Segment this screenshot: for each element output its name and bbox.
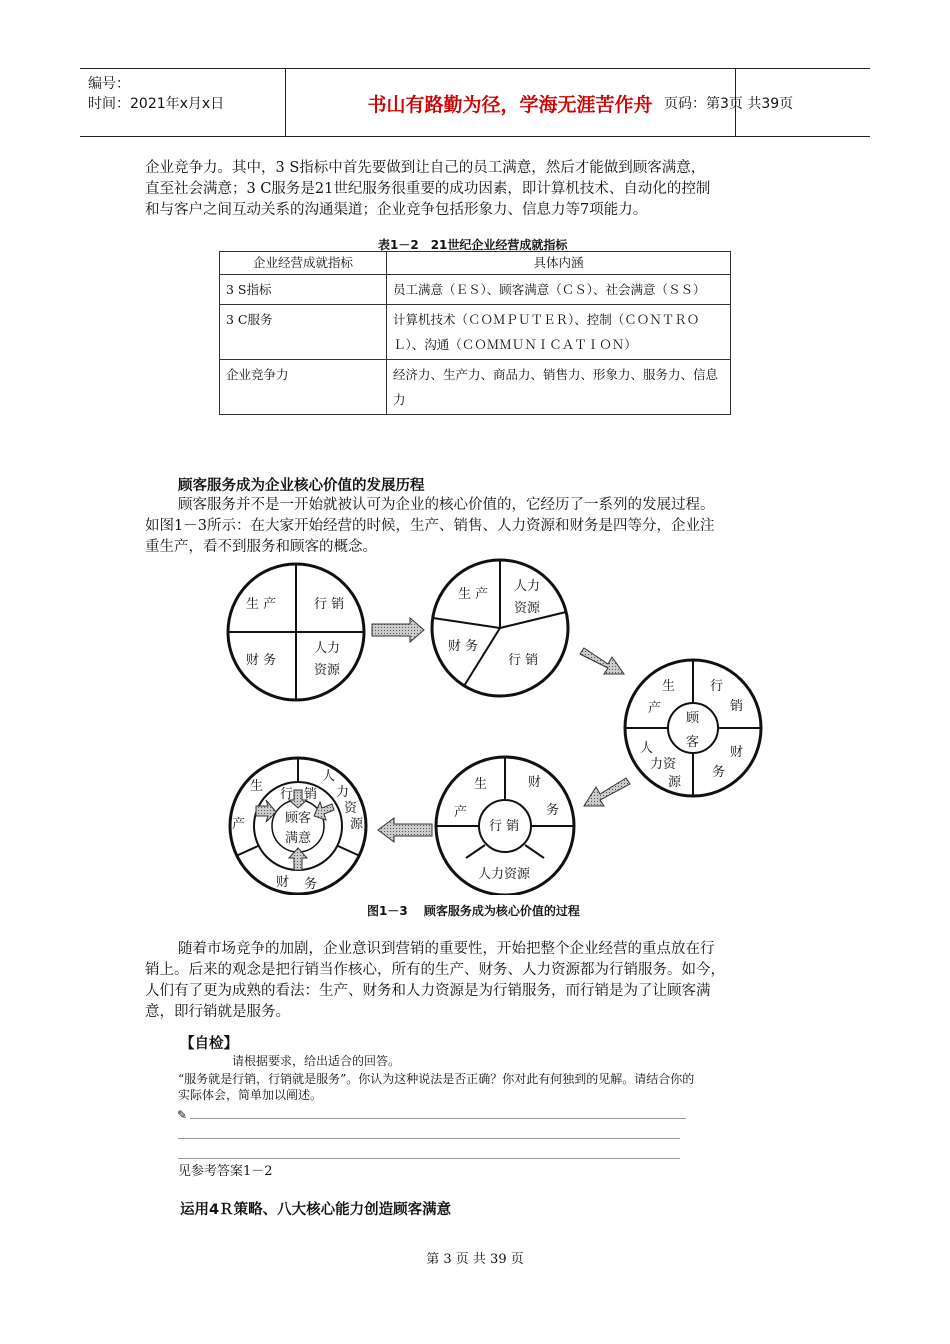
section1-line-2: 如图1－3所示：在大家开始经营的时候，生产、销售、人力资源和财务是四等分，企业注	[145, 518, 715, 534]
self-check-question: “服务就是行销，行销就是服务”。你认为这种说法是否正确？你对此有何独到的见解。请结合你的	[178, 1072, 695, 1086]
label-customer: 顾	[686, 711, 700, 726]
label-finance: 财	[276, 875, 290, 890]
section1-line-3: 重生产，看不到服务和顾客的概念。	[145, 539, 377, 555]
label-production: 生	[662, 679, 676, 694]
label-finance: 财 务	[448, 639, 479, 654]
label-hr: 力资	[650, 757, 677, 772]
achievement-table	[219, 251, 731, 415]
self-check-title: 【自检】	[180, 1036, 238, 1052]
label-hr: 资源	[314, 663, 341, 678]
header-meta-cell	[80, 69, 286, 136]
label-production: 产	[454, 805, 468, 820]
answer-line	[178, 1138, 680, 1139]
label-finance: 务	[712, 765, 726, 780]
arrow-in-icon	[314, 802, 334, 820]
table-row	[220, 360, 731, 415]
table-cell: 计算机技术（ＣＯＭＰＵＴＥＲ）、控制（ＣＯＮＴＲＯＬ）、沟通（ＣＯＭＭＵＮＩＣＡＴＩＯＮ）	[387, 305, 731, 360]
pen-icon: ✎	[177, 1108, 188, 1122]
motto: 书山有路勤为径，学海无涯苦作舟	[367, 94, 653, 116]
label-hr: 源	[350, 817, 364, 832]
circle-stage-5	[230, 758, 366, 894]
table-caption: 表1－2 21世纪企业经营成就指标	[378, 238, 568, 252]
label-finance: 财	[730, 745, 744, 760]
table-cell: 3 C服务	[220, 305, 387, 360]
arrow-down-left-icon	[584, 778, 630, 806]
label-marketing: 销	[304, 787, 318, 802]
time-label: 时间：2021年x月x日	[88, 96, 225, 112]
label-hr: 人	[322, 769, 336, 784]
label-marketing: 行 销	[508, 653, 539, 668]
answer-line	[178, 1158, 680, 1159]
table-row	[220, 275, 731, 305]
arrow-down-right-icon	[580, 648, 624, 674]
intro-line-2: 直至社会满意；3 C服务是21世纪服务很重要的成功因素，即计算机技术、自动化的控制	[145, 181, 711, 197]
number-label: 编号：	[88, 76, 130, 92]
label-hr: 资	[344, 801, 358, 816]
section2-line-2: 销上。后来的观念是把行销当作核心，所有的生产、财务、人力资源都为行销服务。如今，	[145, 962, 725, 978]
circle-stage-2	[432, 560, 568, 696]
self-check-instruction: 请根据要求，给出适合的回答。	[232, 1054, 401, 1068]
label-satisfaction: 满意	[285, 831, 312, 846]
label-production: 生	[474, 777, 488, 792]
label-marketing: 行 销	[489, 819, 520, 834]
label-finance: 务	[546, 803, 560, 818]
label-finance: 财 务	[246, 653, 277, 668]
circle-stage-4	[436, 757, 574, 895]
table-header-cell: 企业经营成就指标	[220, 252, 387, 275]
table-row	[220, 305, 731, 360]
self-check-question: 实际体会，简单加以阐述。	[178, 1088, 323, 1102]
label-finance: 务	[304, 877, 318, 892]
label-production: 生 产	[458, 587, 489, 602]
section-heading: 运用4Ｒ策略、八大核心能力创造顾客满意	[180, 1202, 452, 1218]
process-diagram	[0, 555, 950, 895]
section2-line-1: 随着市场竞争的加剧，企业意识到营销的重要性，开始把整个企业经营的重点放在行	[178, 941, 715, 957]
label-finance: 财	[528, 775, 542, 790]
arrow-right-icon	[372, 618, 424, 642]
label-production: 生 产	[246, 597, 277, 612]
intro-line-1: 企业竞争力。其中，3 S指标中首先要做到让自己的员工满意，然后才能做到顾客满意，	[145, 160, 706, 176]
label-hr: 人力	[514, 579, 541, 594]
label-production: 生	[250, 779, 264, 794]
circle-stage-3	[625, 660, 761, 796]
section1-line-1: 顾客服务并不是一开始就被认可为企业的核心价值的，它经历了一系列的发展过程。	[178, 497, 715, 513]
intro-line-3: 和与客户之间互动关系的沟通渠道；企业竞争包括形象力、信息力等7项能力。	[145, 202, 648, 218]
reference-answer: 见参考答案1－2	[178, 1164, 273, 1179]
label-marketing: 行 销	[314, 597, 345, 612]
table-cell: 经济力、生产力、商品力、销售力、形象力、服务力、信息力	[387, 360, 731, 415]
label-marketing: 行	[280, 787, 294, 802]
circle-stage-1	[228, 564, 364, 700]
label-customer: 客	[686, 735, 700, 750]
arrow-left-icon	[378, 818, 432, 842]
label-hr: 资源	[514, 601, 541, 616]
table-header-row	[220, 252, 731, 275]
section-heading: 顾客服务成为企业核心价值的发展历程	[178, 478, 425, 494]
page-label: 页码：第3页 共39页	[664, 96, 794, 112]
label-hr: 人力资源	[478, 867, 531, 882]
section2-line-4: 意，即行销就是服务。	[145, 1004, 290, 1020]
label-production: 产	[232, 817, 246, 832]
label-satisfaction: 顾客	[285, 811, 312, 826]
label-hr: 力	[336, 785, 350, 800]
page-footer: 第 3 页 共 39 页	[426, 1252, 524, 1267]
answer-line	[190, 1118, 686, 1119]
label-production: 产	[648, 701, 662, 716]
page-header	[80, 68, 870, 137]
label-hr: 源	[668, 775, 682, 790]
table-header-cell: 具体内涵	[387, 252, 731, 275]
table-cell: 3 S指标	[220, 275, 387, 305]
label-marketing: 行	[710, 679, 724, 694]
label-hr: 人	[640, 741, 654, 756]
label-hr: 人力	[314, 641, 341, 656]
section2-line-3: 人们有了更为成熟的看法：生产、财务和人力资源是为行销服务，而行销是为了让顾客满	[145, 983, 711, 999]
figure-caption: 图1－3 顾客服务成为核心价值的过程	[367, 904, 580, 918]
table-cell: 企业竞争力	[220, 360, 387, 415]
label-marketing: 销	[730, 699, 744, 714]
table-cell: 员工满意（ＥＳ）、顾客满意（ＣＳ）、社会满意（ＳＳ）	[387, 275, 731, 305]
